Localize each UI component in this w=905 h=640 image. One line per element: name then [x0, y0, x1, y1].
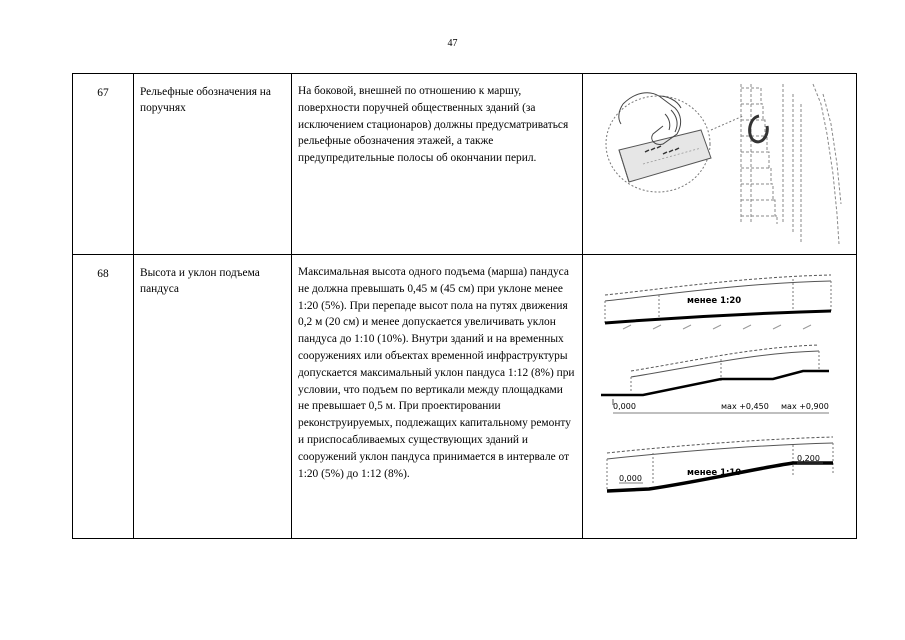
row-name: Высота и уклон подъема пандуса	[140, 267, 260, 295]
row-name: Рельефные обозначения на поручнях	[140, 86, 271, 114]
table-row	[73, 255, 857, 539]
ramp3-start-level: 0,000	[619, 474, 642, 483]
ramp3-end-level: 0,200	[797, 454, 820, 463]
ramp2-end-level: мах +0,900	[781, 402, 829, 411]
handrail-section	[619, 130, 711, 182]
ramp-diagram-3	[607, 437, 833, 491]
row-number: 67	[97, 87, 109, 99]
row-figure-cell	[583, 255, 857, 539]
ramp-diagram-1	[605, 275, 831, 329]
page-number: 47	[447, 38, 458, 49]
leader-line	[711, 116, 743, 130]
row-description-cell	[292, 74, 583, 255]
row-name-cell	[134, 255, 292, 539]
row-name-cell	[134, 74, 292, 255]
ramp-diagram-2	[601, 345, 829, 413]
ramp2-start-level: 0,000	[613, 402, 636, 411]
table-row	[73, 74, 857, 255]
row-number-cell	[73, 74, 134, 255]
ramp2-mid-level: мах +0,450	[721, 402, 769, 411]
row-number-cell	[73, 255, 134, 539]
row-description: На боковой, внешней по отношению к маршу, поверхности поручней общественных зданий (за исключением стационаров) должны предусматриваться рельефные обозначения этажей, а также предупредительные полосы об окончании перил.	[298, 85, 569, 165]
handrail-tactile-illustration	[583, 74, 856, 254]
ramp-slope-diagrams	[583, 255, 856, 538]
row-description: Максимальная высота одного подъема (марша) пандуса не должна превышать 0,45 м (45 см) при уклоне менее 1:20 (5%). При перепаде высот пола на путях движения 0,2 м (20 см) и менее допускается увеличивать уклон пандуса до 1:10 (10%). Внутри зданий и на временных сооружениях или объектах временной инфраструктуры допускается максимальный уклон пандуса 1:12 (8%) при условии, что подъем по вертикали между площадками не превышает 0,5 м. При проектировании реконструируемых, подлежащих капитальному ремонту и приспосабливаемых существующих зданий и сооружений уклон пандуса принимается в интервале от 1:20 (5%) до 1:12 (8%).	[298, 266, 575, 480]
row-description-cell	[292, 255, 583, 539]
ramp3-slope-label: менее 1:10	[687, 468, 742, 478]
requirements-table	[72, 73, 857, 539]
ramp1-slope-label: менее 1:20	[687, 296, 742, 306]
stair-railing-sketch	[741, 84, 841, 244]
row-figure-cell	[583, 74, 857, 255]
row-number: 68	[97, 268, 109, 280]
